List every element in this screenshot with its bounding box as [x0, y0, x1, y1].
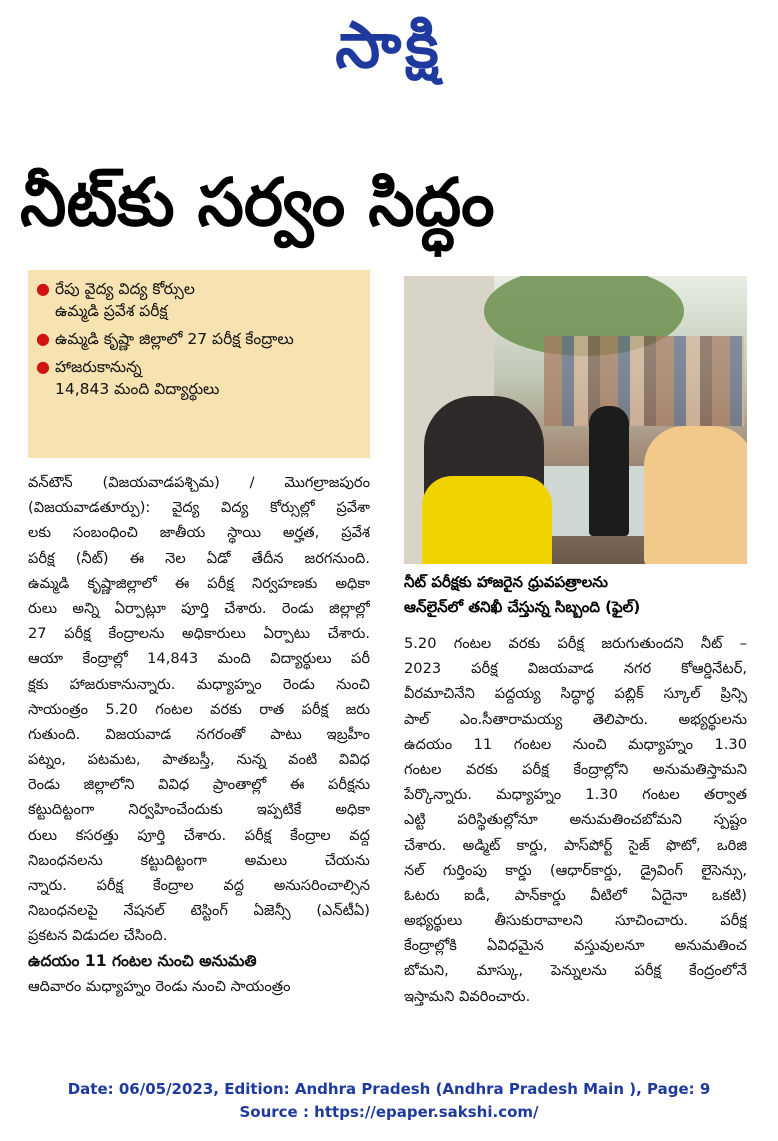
- text-line: పాల్ ఎం.సీతారామయ్య తెలిపారు. అభ్యర్థులను: [404, 710, 747, 728]
- bullet-icon: ●: [36, 279, 50, 298]
- text-line: ఓటరు ఐడీ, పాన్‌కార్డు వీటిలో ఏదైనా ఒకటి): [404, 886, 747, 904]
- logo-text: సాక్షి: [335, 8, 443, 83]
- text-line: ఇస్తామని వివరించారు.: [404, 987, 531, 1005]
- text-line: రులు కసరత్తు పూర్తి చేశారు. పరీక్ష కేంద్రాల వద్ద: [28, 826, 370, 844]
- text-line: వన్‌టౌన్ (విజయవాడపశ్చిమ) / మొగల్రాజపురం: [28, 474, 370, 491]
- bullet-icon: ●: [36, 329, 50, 348]
- footer-source-line: Source : https://epaper.sakshi.com/: [239, 1103, 539, 1121]
- text-line: ప్రకటన విడుదల చేసింది.: [28, 927, 168, 945]
- text-line: బోమని, మాస్కు, పెన్నులను పరీక్ష కేంద్రంలోనే: [404, 962, 747, 980]
- text-line: గంటల వరకు పరీక్ష కేంద్రాల్లోని అనుమతిస్తామని: [404, 760, 747, 778]
- text-line: ఆయా కేంద్రాల్లో 14,843 మంది విద్యార్థులు పరీ: [28, 650, 370, 668]
- text-line: కట్టుదిట్టంగా నిర్వహించేందుకు ఇప్పటికే అధికా: [28, 801, 370, 819]
- text-line: ఉమ్మడి కృష్ణాజిల్లాలో ఈ పరీక్ష నిర్వహణకు అధికా: [28, 574, 370, 592]
- text-line: పరీక్ష (నీట్) ఈ నెల ఏడో తేదీన జరగనుంది.: [28, 549, 370, 567]
- text-line: ఆదివారం మధ్యాహ్నం రెండు నుంచి సాయంత్రం: [28, 977, 291, 995]
- highlight-item: [36, 278, 362, 322]
- footer-date-line: Date: 06/05/2023, Edition: Andhra Pradesh (Andhra Pradesh Main ), Page: 9: [67, 1080, 711, 1098]
- text-line: చేశారు. అడ్మిట్ కార్డు, పాస్‌పోర్ట్ సైజ్ ఫొటో, ఒరిజి: [404, 836, 747, 854]
- headline: నీట్‌కు సర్వం సిద్ధం: [20, 164, 495, 241]
- caption-line: నీట్ పరీక్షకు హాజరైన ధ్రువపత్రాలను: [404, 573, 608, 591]
- text-line: (విజయవాడతూర్పు): వైద్య విద్య కోర్సుల్లో ప్రవేశా: [28, 499, 370, 517]
- text-line: అభ్యర్థులు తీసుకురావాలని సూచించారు. పరీక్ష: [404, 912, 747, 930]
- photo-caption: [404, 570, 747, 622]
- text-line: నిబంధనలను కట్టుదిట్టంగా అమలు చేయను: [28, 851, 370, 869]
- text-line: కేంద్రాల్లోకి ఏవిధమైన వస్తువులనూ అనుమతించ: [404, 937, 747, 955]
- text-line: ఉదయం 11 గంటల నుంచి మధ్యాహ్నం 1.30: [404, 735, 747, 753]
- highlight-line: రేపు వైద్య విద్య కోర్సుల: [54, 280, 195, 298]
- text-line: లకు సంబంధించి జాతీయ స్థాయి అర్హత, ప్రవేశ: [28, 524, 370, 542]
- text-line: రులు అన్ని ఏర్పాట్లూ పూర్తి చేశారు. రెండు జిల్లాల్లో: [28, 599, 370, 617]
- text-line: గుతుంది. విజయవాడ నగరంతో పాటు ఇబ్రహీం: [28, 725, 370, 743]
- masthead-logo: [0, 8, 778, 98]
- highlight-item: [36, 356, 362, 400]
- article-column-right: [404, 631, 747, 1009]
- text-line: సాయంత్రం 5.20 గంటల వరకు రాత పరీక్ష జరు: [28, 700, 370, 718]
- text-line: ఎట్టి పరిస్థితుల్లోనూ అనుమతించబోమని స్పష్టం: [404, 811, 747, 829]
- subheading: ఉదయం 11 గంటల నుంచి అనుమతి: [28, 951, 257, 970]
- highlight-line: ఉమ్మడి ప్రవేశ పరీక్ష: [54, 302, 168, 320]
- text-line: 27 పరీక్ష కేంద్రాలను అధికారులు ఏర్పాటు చేశారు.: [28, 625, 370, 643]
- highlight-line: హాజరుకానున్న: [54, 358, 142, 376]
- highlight-line: 14,843 మంది విద్యార్థులు: [54, 380, 220, 398]
- article-column-left: [28, 470, 370, 999]
- text-line: పేర్కొన్నారు. మధ్యాహ్నం 1.30 గంటల తర్వాత: [404, 786, 747, 804]
- text-line: 2023 పరీక్ష విజయవాడ నగర కోఆర్డినేటర్,: [404, 660, 747, 678]
- news-photo: [404, 276, 747, 564]
- text-line: వీరమాచినేని పద్దయ్య సిద్ధార్థ పబ్లిక్ స్కూల్ ప్రిన్సి: [404, 685, 747, 703]
- text-line: నిబంధనలపై నేషనల్ టెస్టింగ్ ఏజెన్సీ (ఎన్‌టీఏ): [28, 902, 370, 920]
- caption-line: ఆన్‌లైన్‌లో తనిఖీ చేస్తున్న సిబ్బంది (ఫైల్): [404, 598, 641, 616]
- text-line: పట్నం, పటమట, పాతబస్తీ, నున్న వంటి వివిధ: [28, 751, 370, 769]
- highlight-item: [36, 328, 362, 350]
- text-line: నల్ గుర్తింపు కార్డు (ఆధార్‌కార్డు, డ్రైవింగ్ లైసెన్సు,: [404, 861, 747, 879]
- text-line: రెండు జిల్లాలోని వివిధ ప్రాంతాల్లో ఈ పరీక్షను: [28, 776, 370, 794]
- highlight-line: ఉమ్మడి కృష్ణా జిల్లాలో 27 పరీక్ష కేంద్రాలు: [54, 330, 294, 348]
- highlights-box: [28, 270, 370, 458]
- bullet-icon: ●: [36, 357, 50, 376]
- text-line: క్షకు హాజరుకానున్నారు. మధ్యాహ్నం రెండు నుంచి: [28, 675, 370, 693]
- text-line: న్నారు. పరీక్ష కేంద్రాల వద్ద అనుసరించాల్సిన: [28, 877, 370, 894]
- source-footer: [0, 1078, 778, 1128]
- text-line: 5.20 గంటల వరకు పరీక్ష జరుగుతుందని నీట్ –: [404, 635, 747, 652]
